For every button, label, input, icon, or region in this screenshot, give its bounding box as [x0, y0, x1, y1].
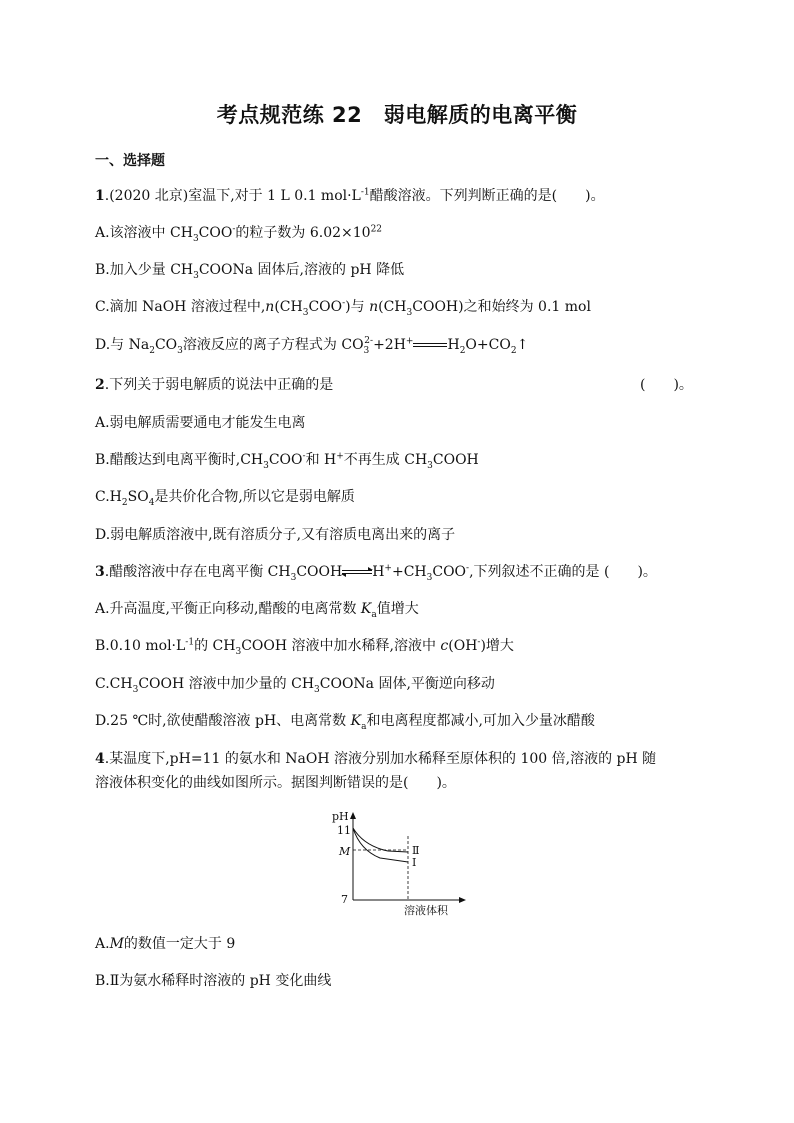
- question-2-option-c: $C.H_2SO_4$是共价化合物,所以它是弱电解质: [95, 489, 355, 508]
- question-4-stem-line-2: 溶液体积变化的曲线如图所示。据图判断错误的是( )。: [95, 775, 456, 791]
- question-2-option-d: D.弱电解质溶液中,既有溶质分子,又有溶质电离出来的离子: [95, 527, 456, 543]
- question-1-option-c: C.滴加 NaOH 溶液过程中$,n(CH_3COO^-)$与 $n(CH_3COOH)$之和始终为 0.1 mol: [95, 298, 591, 318]
- x-axis-label: 溶液体积: [404, 904, 448, 917]
- question-3-option-a: A.升高温度,平衡正向移动,醋酸的电离常数 $K_a$值增大: [95, 601, 419, 620]
- question-4-option-a: A.M的数值一定大于 9: [95, 936, 236, 952]
- curve-upper-label: Ⅱ: [412, 844, 420, 857]
- question-1-stem: 1.(2020 北京)室温下,对于 1 L 0.1 $mol\cdot L^{-1}$醋酸溶液。下列判断正确的是( )。: [95, 187, 605, 204]
- question-2-option-b: B.醋酸达到电离平衡时$,CH_3COO^-$和 H+不再生成 $CH_3COOH$: [95, 451, 479, 471]
- question-2-option-a: A.弱电解质需要通电才能发生电离: [95, 415, 306, 431]
- question-4-option-b: B.Ⅱ为氨水稀释时溶液的 pH 变化曲线: [95, 973, 332, 989]
- question-2-answer-paren: ( )。: [640, 377, 693, 393]
- question-4-stem-line-1: 4.某温度下,pH=11 的氨水和 NaOH 溶液分别加水稀释至原体积的 100 倍,溶液的 pH 随: [95, 751, 657, 767]
- curve-upper: [353, 828, 408, 852]
- section-title: 一、选择题: [95, 153, 165, 169]
- equilibrium-arrow-icon: [342, 567, 372, 577]
- y-tick-m: M: [339, 845, 351, 858]
- question-3-option-b: B.0.10 $mol\cdot L^{-1}$的 $CH_3COOH$ 溶液中加水稀释,溶液中 c(OH-)增大: [95, 637, 514, 657]
- y-tick-11: 11: [337, 824, 351, 837]
- equals-arrow-icon: [413, 341, 447, 349]
- y-tick-7: 7: [341, 893, 348, 906]
- question-2-stem: 2.下列关于弱电解质的说法中正确的是: [95, 377, 334, 393]
- curve-lower: [353, 828, 408, 862]
- y-axis-label: pH: [332, 810, 349, 823]
- question-3-option-d: D.25 ℃时,欲使醋酸溶液 pH、电离常数 $K_a$和电离程度都减小,可加入少量冰醋酸: [95, 713, 595, 732]
- ph-dilution-figure: [330, 808, 470, 923]
- page-title: 考点规范练 22 弱电解质的电离平衡: [216, 103, 578, 127]
- question-3-stem: 3.醋酸溶液中存在电离平衡 $CH_3COOH$ $H^++CH_3COO^-$,下列叙述不正确的是 ( )。: [95, 563, 657, 583]
- question-3-option-c: $C.CH_3COOH$ 溶液中加少量的 $CH_3COONa$ 固体,平衡逆向移动: [95, 676, 495, 695]
- question-1-option-d: D.与 $Na_2CO_3$溶液反应的离子方程式为 $CO_3^{2-}+2H^+$ $H_2O+CO_2↑$: [95, 336, 529, 356]
- question-1-option-a: A.该溶液中 $CH_3COO^-$的粒子数为 $6.02\times 10^{22}$: [95, 224, 383, 244]
- curve-lower-label: Ⅰ: [412, 856, 417, 869]
- x-axis-arrow-icon: [459, 897, 466, 903]
- question-1-option-b: B.加入少量 $CH_3COONa$ 固体后,溶液的 pH 降低: [95, 262, 405, 281]
- y-axis-arrow-icon: [350, 812, 356, 819]
